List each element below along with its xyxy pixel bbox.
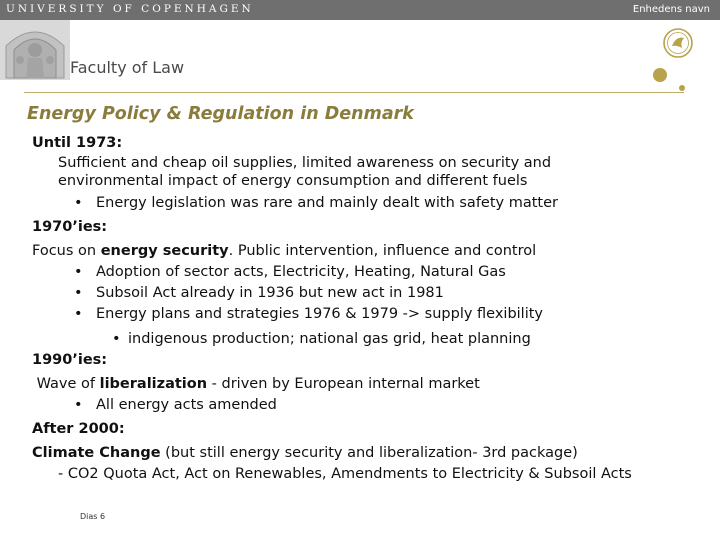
bullet-item: • Energy legislation was rare and mainly dealt with safety matter xyxy=(32,193,702,214)
emphasis-climate-change: Climate Change xyxy=(32,445,161,461)
bullet-item: • Adoption of sector acts, Electricity, Heating, Natural Gas xyxy=(32,262,702,283)
section-heading-1970ies: 1970’ies: xyxy=(32,219,108,235)
paragraph-line xyxy=(32,443,702,464)
slide-content xyxy=(32,133,702,485)
paragraph-line: environmental impact of energy consumption and different fuels xyxy=(58,173,528,189)
text-run: - driven by European internal market xyxy=(207,376,480,392)
slide-number: Dias 6 xyxy=(80,512,106,521)
text-run: (but still energy security and liberalization- 3rd package) xyxy=(160,445,578,461)
paragraph-line: Sufficient and cheap oil supplies, limited awareness on security and xyxy=(58,155,552,171)
section-heading-until-1973: Until 1973: xyxy=(32,135,123,151)
slide-title: Energy Policy & Regulation in Denmark xyxy=(27,104,414,124)
university-name: UNIVERSITY OF COPENHAGEN xyxy=(6,3,254,15)
emphasis-liberalization: liberalization xyxy=(99,376,208,392)
faculty-name: Faculty of Law xyxy=(70,58,185,77)
unit-name: Enhedens navn xyxy=(632,4,710,15)
university-seal-logo xyxy=(650,26,700,96)
section-heading-1990ies: 1990’ies: xyxy=(32,352,108,368)
top-bar xyxy=(0,0,720,20)
text-run: Focus on xyxy=(32,243,101,259)
section-heading-after-2000: After 2000: xyxy=(32,421,125,437)
bullet-item: • All energy acts amended xyxy=(32,395,702,416)
text-run: . Public intervention, influence and control xyxy=(228,243,537,259)
text-run: Wave of xyxy=(32,376,100,392)
title-divider xyxy=(24,92,684,93)
paragraph-line xyxy=(32,241,702,262)
bullet-item: • Subsoil Act already in 1936 but new act in 1981 xyxy=(32,283,702,304)
sub-bullet-item: • indigenous production; national gas grid, heat planning xyxy=(32,329,702,350)
paragraph-line xyxy=(32,374,702,395)
emphasis-energy-security: energy security xyxy=(100,243,229,259)
bullet-item: • Energy plans and strategies 1976 & 1979 -> supply flexibility xyxy=(32,304,702,325)
university-relief-image xyxy=(0,20,70,80)
paragraph-line: - CO2 Quota Act, Act on Renewables, Amendments to Electricity & Subsoil Acts xyxy=(58,466,632,482)
